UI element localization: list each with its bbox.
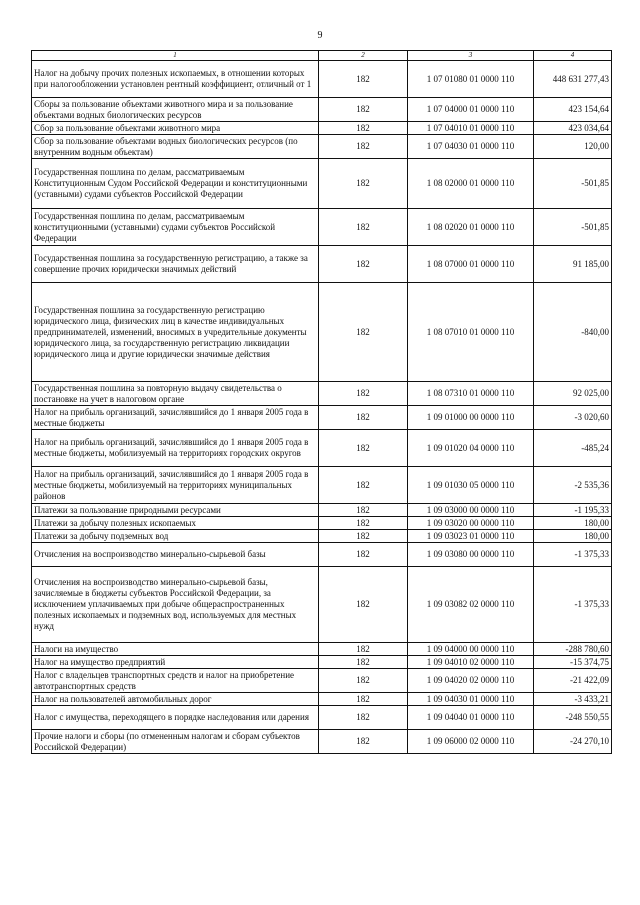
row-amount: 423 034,64 bbox=[534, 122, 612, 135]
row-admin-code: 182 bbox=[319, 517, 408, 530]
table-row bbox=[32, 530, 612, 543]
row-name: Государственная пошлина по делам, рассматриваемым конституционными (уставными) судами субъектов Российской Федерации bbox=[32, 209, 319, 246]
row-name: Налог на имущество предприятий bbox=[32, 656, 319, 669]
row-name: Государственная пошлина за повторную выдачу свидетельства о постановке на учет в налоговом органе bbox=[32, 382, 319, 406]
table-row bbox=[32, 730, 612, 754]
table-row bbox=[32, 430, 612, 467]
table-row bbox=[32, 159, 612, 209]
row-budget-code: 1 09 04010 02 0000 110 bbox=[408, 656, 534, 669]
row-name: Налог на добычу прочих полезных ископаемых, в отношении которых при налогообложении установлен рентный коэффициент, отличный от 1 bbox=[32, 61, 319, 98]
page-number: 9 bbox=[317, 30, 323, 41]
row-amount: -21 422,09 bbox=[534, 669, 612, 693]
row-admin-code: 182 bbox=[319, 122, 408, 135]
row-amount: -288 780,60 bbox=[534, 643, 612, 656]
table-row bbox=[32, 643, 612, 656]
row-amount: -2 535,36 bbox=[534, 467, 612, 504]
header-col-2: 2 bbox=[319, 51, 408, 61]
row-name: Налог с имущества, переходящего в порядке наследования или дарения bbox=[32, 706, 319, 730]
row-amount: 423 154,64 bbox=[534, 98, 612, 122]
row-amount: 180,00 bbox=[534, 530, 612, 543]
row-budget-code: 1 08 02020 01 0000 110 bbox=[408, 209, 534, 246]
row-budget-code: 1 09 01030 05 0000 110 bbox=[408, 467, 534, 504]
row-amount: -1 375,33 bbox=[534, 543, 612, 567]
row-budget-code: 1 07 04030 01 0000 110 bbox=[408, 135, 534, 159]
table-row bbox=[32, 98, 612, 122]
table-row bbox=[32, 246, 612, 283]
row-name: Государственная пошлина по делам, рассматриваемым Конституционным Судом Российской Федерации и конституционными (уставными) судами субъектов Российской Федерации bbox=[32, 159, 319, 209]
row-admin-code: 182 bbox=[319, 61, 408, 98]
row-admin-code: 182 bbox=[319, 98, 408, 122]
row-name: Отчисления на воспроизводство минерально-сырьевой базы, зачисляемые в бюджеты субъектов Российской Федерации, за исключением уплачиваемых при добыче общераспространенных полезных ископаемых и подземных вод, используемых для местных нужд bbox=[32, 567, 319, 643]
row-name: Налог на прибыль организаций, зачислявшийся до 1 января 2005 года в местные бюджеты, мобилизуемый на территориях городских округов bbox=[32, 430, 319, 467]
table-row bbox=[32, 382, 612, 406]
table-row bbox=[32, 467, 612, 504]
row-name: Сбор за пользование объектами водных биологических ресурсов (по внутренним водным объектам) bbox=[32, 135, 319, 159]
row-name: Прочие налоги и сборы (по отмененным налогам и сборам субъектов Российской Федерации) bbox=[32, 730, 319, 754]
row-budget-code: 1 09 03000 00 0000 110 bbox=[408, 504, 534, 517]
row-admin-code: 182 bbox=[319, 467, 408, 504]
row-budget-code: 1 09 03023 01 0000 110 bbox=[408, 530, 534, 543]
row-amount: -485,24 bbox=[534, 430, 612, 467]
row-amount: 92 025,00 bbox=[534, 382, 612, 406]
row-budget-code: 1 09 03080 00 0000 110 bbox=[408, 543, 534, 567]
row-budget-code: 1 07 04010 01 0000 110 bbox=[408, 122, 534, 135]
row-admin-code: 182 bbox=[319, 693, 408, 706]
row-name: Государственная пошлина за государственную регистрацию юридического лица, физических лиц в качестве индивидуальных предпринимателей, изменений, вносимых в учредительные документы юридического лица, за государственную регистрацию ликвидации юридического лица и другие юридически значимые действия bbox=[32, 283, 319, 382]
row-admin-code: 182 bbox=[319, 406, 408, 430]
row-name: Государственная пошлина за государственную регистрацию, а также за совершение прочих юридически значимых действий bbox=[32, 246, 319, 283]
header-col-1: 1 bbox=[32, 51, 319, 61]
row-admin-code: 182 bbox=[319, 246, 408, 283]
row-amount: 91 185,00 bbox=[534, 246, 612, 283]
table-row bbox=[32, 61, 612, 98]
row-budget-code: 1 08 07010 01 0000 110 bbox=[408, 283, 534, 382]
revenue-table bbox=[31, 50, 612, 754]
row-amount: -3 020,60 bbox=[534, 406, 612, 430]
row-amount: -15 374,75 bbox=[534, 656, 612, 669]
row-budget-code: 1 09 01000 00 0000 110 bbox=[408, 406, 534, 430]
row-admin-code: 182 bbox=[319, 643, 408, 656]
row-budget-code: 1 08 07310 01 0000 110 bbox=[408, 382, 534, 406]
row-amount: -24 270,10 bbox=[534, 730, 612, 754]
row-budget-code: 1 07 04000 01 0000 110 bbox=[408, 98, 534, 122]
table-row bbox=[32, 209, 612, 246]
row-name: Налог с владельцев транспортных средств и налог на приобретение автотранспортных средств bbox=[32, 669, 319, 693]
row-amount: -501,85 bbox=[534, 209, 612, 246]
row-budget-code: 1 08 07000 01 0000 110 bbox=[408, 246, 534, 283]
row-name: Налог на прибыль организаций, зачислявшийся до 1 января 2005 года в местные бюджеты, мобилизуемый на территориях муниципальных районов bbox=[32, 467, 319, 504]
row-budget-code: 1 09 04030 01 0000 110 bbox=[408, 693, 534, 706]
table-row bbox=[32, 283, 612, 382]
table-row bbox=[32, 693, 612, 706]
row-amount: 448 631 277,43 bbox=[534, 61, 612, 98]
row-name: Платежи за пользование природными ресурсами bbox=[32, 504, 319, 517]
table-row bbox=[32, 669, 612, 693]
row-admin-code: 182 bbox=[319, 430, 408, 467]
row-amount: -248 550,55 bbox=[534, 706, 612, 730]
row-budget-code: 1 09 03020 00 0000 110 bbox=[408, 517, 534, 530]
row-name: Налог на пользователей автомобильных дорог bbox=[32, 693, 319, 706]
row-budget-code: 1 09 04020 02 0000 110 bbox=[408, 669, 534, 693]
table-row bbox=[32, 406, 612, 430]
row-name: Платежи за добычу подземных вод bbox=[32, 530, 319, 543]
row-budget-code: 1 09 03082 02 0000 110 bbox=[408, 567, 534, 643]
row-admin-code: 182 bbox=[319, 209, 408, 246]
row-admin-code: 182 bbox=[319, 283, 408, 382]
row-budget-code: 1 07 01080 01 0000 110 bbox=[408, 61, 534, 98]
row-budget-code: 1 09 01020 04 0000 110 bbox=[408, 430, 534, 467]
row-budget-code: 1 09 04040 01 0000 110 bbox=[408, 706, 534, 730]
row-admin-code: 182 bbox=[319, 504, 408, 517]
row-admin-code: 182 bbox=[319, 730, 408, 754]
row-amount: -3 433,21 bbox=[534, 693, 612, 706]
table-row bbox=[32, 504, 612, 517]
table-row bbox=[32, 517, 612, 530]
header-col-3: 3 bbox=[408, 51, 534, 61]
row-admin-code: 182 bbox=[319, 669, 408, 693]
row-amount: -1 195,33 bbox=[534, 504, 612, 517]
table-row bbox=[32, 706, 612, 730]
row-budget-code: 1 08 02000 01 0000 110 bbox=[408, 159, 534, 209]
row-budget-code: 1 09 06000 02 0000 110 bbox=[408, 730, 534, 754]
row-name: Сборы за пользование объектами животного мира и за пользование объектами водных биологических ресурсов bbox=[32, 98, 319, 122]
table-row bbox=[32, 135, 612, 159]
table-row bbox=[32, 656, 612, 669]
row-amount: 120,00 bbox=[534, 135, 612, 159]
row-admin-code: 182 bbox=[319, 159, 408, 209]
row-amount: -501,85 bbox=[534, 159, 612, 209]
row-name: Сбор за пользование объектами животного мира bbox=[32, 122, 319, 135]
row-admin-code: 182 bbox=[319, 567, 408, 643]
row-admin-code: 182 bbox=[319, 706, 408, 730]
row-budget-code: 1 09 04000 00 0000 110 bbox=[408, 643, 534, 656]
row-amount: 180,00 bbox=[534, 517, 612, 530]
row-name: Налоги на имущество bbox=[32, 643, 319, 656]
row-admin-code: 182 bbox=[319, 382, 408, 406]
row-admin-code: 182 bbox=[319, 656, 408, 669]
table-row bbox=[32, 122, 612, 135]
row-name: Отчисления на воспроизводство минерально-сырьевой базы bbox=[32, 543, 319, 567]
table-header-row bbox=[32, 51, 612, 61]
row-admin-code: 182 bbox=[319, 543, 408, 567]
table-row bbox=[32, 567, 612, 643]
row-admin-code: 182 bbox=[319, 530, 408, 543]
row-admin-code: 182 bbox=[319, 135, 408, 159]
header-col-4: 4 bbox=[534, 51, 612, 61]
row-amount: -1 375,33 bbox=[534, 567, 612, 643]
table-row bbox=[32, 543, 612, 567]
row-name: Платежи за добычу полезных ископаемых bbox=[32, 517, 319, 530]
row-amount: -840,00 bbox=[534, 283, 612, 382]
row-name: Налог на прибыль организаций, зачислявшийся до 1 января 2005 года в местные бюджеты bbox=[32, 406, 319, 430]
